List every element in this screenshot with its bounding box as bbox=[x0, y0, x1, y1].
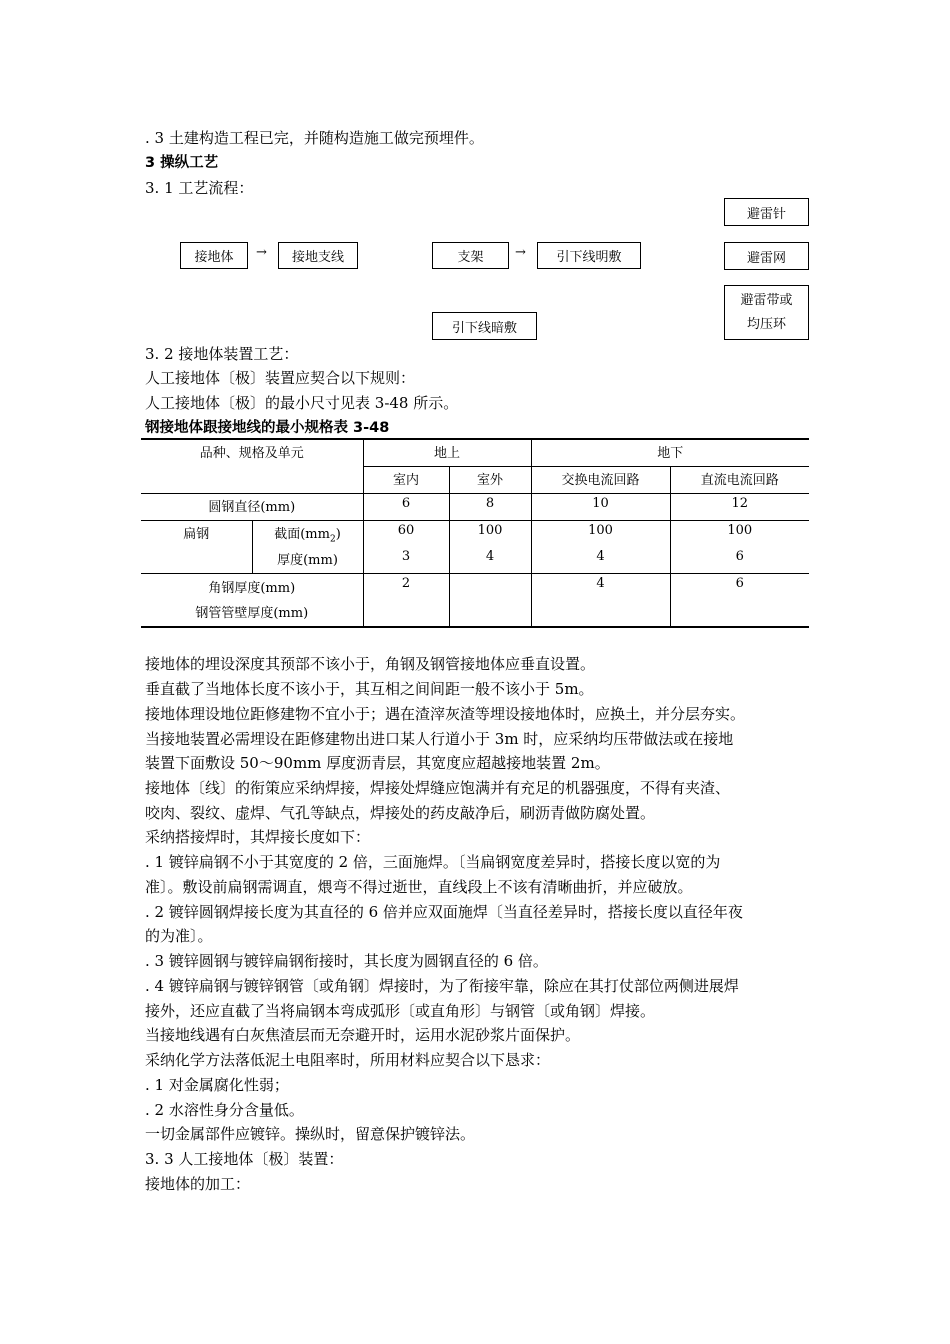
flow-box-branch-line: 接地支线 bbox=[278, 242, 358, 269]
flow-box-concealed-downlead: 引下线暗敷 bbox=[432, 312, 537, 340]
paragraph: 人工接地体〔极〕的最小尺寸见表 3-48 所示。 bbox=[145, 394, 459, 412]
body-line: 接地体的加工： bbox=[145, 1175, 251, 1193]
row-label-pipe: 钢管管壁厚度(mm) bbox=[195, 606, 309, 621]
row-label-angle: 角钢厚度(mm) bbox=[208, 581, 296, 596]
body-line: . 2 水溶性身分含量低。 bbox=[145, 1101, 304, 1119]
flow-arrow: → bbox=[256, 245, 267, 260]
row-label-flat-steel: 扁钢 bbox=[141, 521, 252, 574]
flow-box-text: 均压环 bbox=[746, 316, 786, 332]
table-cell bbox=[449, 574, 531, 628]
header-dc-circuit: 直流电流回路 bbox=[670, 467, 809, 494]
body-line: . 1 镀锌扁钢不小于其宽度的 2 倍，三面施焊。〔当扁钢宽度差异时，搭接长度以宽的为 bbox=[145, 853, 721, 871]
body-line: 准〕。敷设前扁钢需调直，煨弯不得过逝世，直线段上不该有清晰曲折，并应破放。 bbox=[145, 878, 693, 896]
table-cell: 10 bbox=[531, 494, 670, 521]
body-line: . 3 镀锌圆钢与镀锌扁钢衔接时，其长度为圆钢直径的 6 倍。 bbox=[145, 952, 548, 970]
table-cell: 6 bbox=[670, 574, 809, 628]
table-cell: 60 bbox=[363, 521, 449, 548]
body-line: 当接地装置必需埋设在距修建物出进口某人行道小于 3m 时，应采纳均压带做法或在接地 bbox=[145, 730, 734, 748]
header-outdoor: 室外 bbox=[449, 467, 531, 494]
table-cell: 12 bbox=[670, 494, 809, 521]
row-label-section-text: 截面(mm bbox=[274, 527, 330, 542]
flow-box-lightning-rod: 避雷针 bbox=[724, 198, 809, 226]
body-line: 当接地线遇有白灰焦渣层而无奈避开时，运用水泥砂浆片面保护。 bbox=[145, 1026, 581, 1044]
section-heading-3: 3 操纵工艺 bbox=[145, 155, 219, 171]
table-cell: 4 bbox=[531, 574, 670, 628]
row-label-section-close: ) bbox=[335, 527, 341, 542]
table-cell: 2 bbox=[363, 574, 449, 628]
body-line: 接地体理设地位距修建物不宜小于；遇在渣滓灰渣等埋设接地体时，应换土，并分层夯实。 bbox=[145, 705, 746, 723]
row-label-round-steel: 圆钢直径(mm) bbox=[141, 494, 363, 521]
flow-box-bracket: 支架 bbox=[432, 242, 509, 269]
body-line: 接地体〔线〕的衔策应采纳焊接，焊接处焊缝应饱满并有充足的机器强度，不得有夹渣、 bbox=[145, 779, 731, 797]
table-cell: 100 bbox=[531, 521, 670, 548]
body-line: 的为准〕。 bbox=[145, 927, 213, 945]
table-cell: 3 bbox=[363, 547, 449, 574]
header-indoor: 室内 bbox=[363, 467, 449, 494]
body-line: 装置下面敷设 50～90mm 厚度沥青层，其宽度应超越接地装置 2m。 bbox=[145, 754, 610, 772]
flow-box-text: 避雷带或 bbox=[740, 292, 793, 308]
body-line: 采纳化学方法落低泥土电阻率时，所用材料应契合以下恳求： bbox=[145, 1051, 551, 1069]
subsection-3-3: 3. 3 人工接地体〔极〕装置： bbox=[145, 1150, 344, 1168]
body-line: . 1 对金属腐化性弱； bbox=[145, 1076, 289, 1094]
header-above-ground: 地上 bbox=[363, 439, 531, 467]
intro-line: . 3 土建构造工程已完，并随构造施工做完预埋件。 bbox=[145, 129, 484, 147]
body-line: 接地体的埋设深度其预部不该小于，角钢及钢管接地体应垂直设置。 bbox=[145, 655, 596, 673]
table-cell: 6 bbox=[670, 547, 809, 574]
row-label-angle-pipe bbox=[141, 574, 363, 628]
subscript: 2 bbox=[329, 534, 336, 545]
flow-box-grounding-body: 接地体 bbox=[180, 242, 248, 269]
body-line: 垂直截了当地体长度不该小于，其互相之间间距一般不该小于 5m。 bbox=[145, 680, 594, 698]
spec-table bbox=[141, 438, 809, 628]
row-label-section bbox=[252, 521, 363, 548]
table-cell: 6 bbox=[363, 494, 449, 521]
body-line: . 4 镀锌扁钢与镀锌钢管〔或角钢〕焊接时，为了衔接牢靠，除应在其打仗部位两侧进展焊 bbox=[145, 977, 739, 995]
table-title: 钢接地体跟接地线的最小规格表 3-48 bbox=[145, 420, 390, 436]
header-ac-circuit: 交换电流回路 bbox=[531, 467, 670, 494]
body-line: 采纳搭接焊时，其焊接长度如下： bbox=[145, 828, 371, 846]
table-cell: 4 bbox=[449, 547, 531, 574]
flow-arrow: → bbox=[515, 245, 526, 260]
body-line: 接外，还应直截了当将扁钢本弯成弧形〔或直角形〕与钢管〔或角钢〕焊接。 bbox=[145, 1002, 656, 1020]
row-label-thickness: 厚度(mm) bbox=[252, 547, 363, 574]
flow-box-lightning-net: 避雷网 bbox=[724, 242, 809, 270]
header-below-ground: 地下 bbox=[531, 439, 809, 467]
paragraph: 人工接地体〔极〕装置应契合以下规则： bbox=[145, 369, 416, 387]
flow-box-lightning-strip bbox=[724, 285, 809, 340]
body-line: . 2 镀锌圆钢焊接长度为其直径的 6 倍并应双面施焊〔当直径差异时，搭接长度以直径年夜 bbox=[145, 903, 743, 921]
subsection-3-1: 3. 1 工艺流程： bbox=[145, 179, 254, 197]
body-line: 咬肉、裂纹、虚焊、气孔等缺点，焊接处的药皮敲净后，刷沥青做防腐处置。 bbox=[145, 804, 656, 822]
table-cell: 8 bbox=[449, 494, 531, 521]
header-item: 品种、规格及单元 bbox=[141, 439, 363, 494]
flow-box-exposed-downlead: 引下线明敷 bbox=[537, 242, 641, 269]
table-cell: 100 bbox=[670, 521, 809, 548]
table-cell: 100 bbox=[449, 521, 531, 548]
body-line: 一切金属部件应镀锌。操纵时，留意保护镀锌法。 bbox=[145, 1125, 476, 1143]
table-cell: 4 bbox=[531, 547, 670, 574]
subsection-3-2: 3. 2 接地体装置工艺： bbox=[145, 345, 299, 363]
